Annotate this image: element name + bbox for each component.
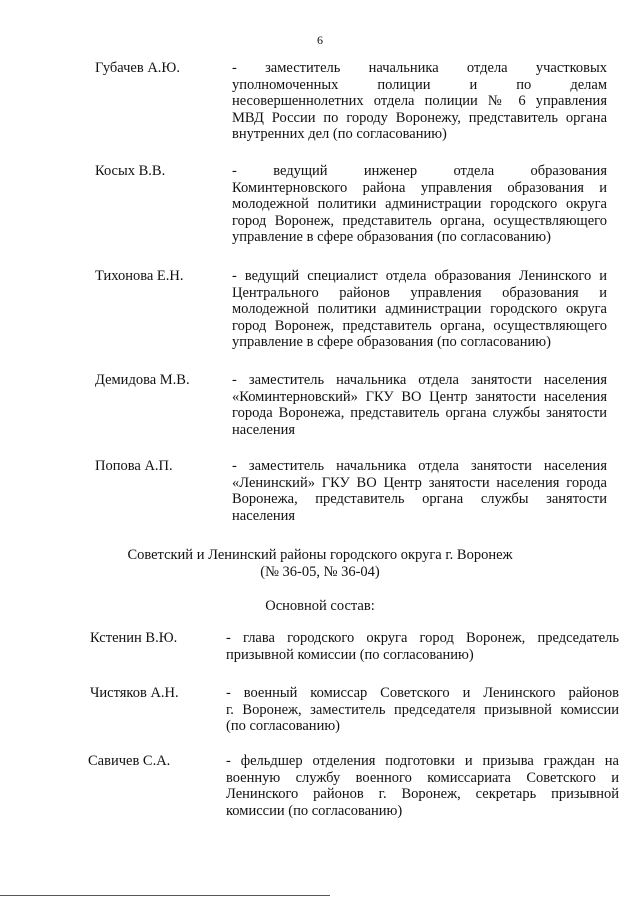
member-description [226, 630, 619, 663]
description-line: - заместитель начальника отдела участковых [232, 60, 607, 76]
description-line: «Коминтерновский» ГКУ ВО Центр занятости населения [232, 388, 607, 405]
description-line: (по согласованию) [226, 718, 340, 735]
member-name: Губачев А.Ю. [95, 60, 180, 76]
section-title-codes: (№ 36-05, № 36-04) [260, 564, 380, 580]
member-description [232, 60, 607, 143]
description-line: - глава городского округа город Воронеж, председатель [226, 630, 619, 646]
member-description [226, 753, 619, 819]
page-number: 6 [317, 33, 323, 47]
member-name: Демидова М.В. [95, 372, 190, 388]
description-line: населения [232, 421, 296, 438]
description-line: города Воронежа, представитель органа службы занятости [232, 405, 607, 422]
description-line: уполномоченных полиции и по делам [232, 76, 607, 93]
member-description [232, 163, 607, 246]
member-name: Чистяков А.Н. [90, 685, 179, 701]
description-line: - фельдшер отделения подготовки и призыва граждан на [226, 753, 619, 769]
description-line: - ведущий специалист отдела образования Ленинского и [232, 268, 607, 284]
description-line: несовершеннолетних отдела полиции № 6 управления [232, 93, 607, 110]
description-line: Воронежа, представитель органа службы занятости [232, 491, 607, 508]
scan-edge-line [0, 895, 330, 896]
description-line: город Воронеж, представитель органа, осуществляющего [232, 317, 607, 334]
description-line: комиссии (по согласованию) [226, 802, 403, 819]
description-line: Коминтерновского района управления образования и [232, 179, 607, 196]
member-description [232, 458, 607, 524]
description-line: город Воронеж, представитель органа, осуществляющего [232, 212, 607, 229]
description-line: «Ленинский» ГКУ ВО Центр занятости населения города [232, 474, 607, 491]
member-name: Попова А.П. [95, 458, 173, 474]
member-description [226, 685, 619, 735]
description-line: населения [232, 507, 296, 524]
section-subtitle: Основной состав: [265, 598, 375, 614]
member-name: Тихонова Е.Н. [95, 268, 184, 284]
member-description [232, 268, 607, 351]
description-line: военную службу военного комиссариата Советского и [226, 769, 619, 786]
member-description [232, 372, 607, 438]
description-line: г. Воронеж, заместитель председателя призывной комиссии [226, 701, 619, 718]
description-line: внутренних дел (по согласованию) [232, 126, 447, 143]
member-name: Савичев С.А. [88, 753, 171, 769]
description-line: управление в сфере образования (по согласованию) [232, 229, 551, 246]
description-line: - военный комиссар Советского и Ленинского районов [226, 685, 619, 701]
description-line: управление в сфере образования (по согласованию) [232, 334, 551, 351]
member-name: Кстенин В.Ю. [90, 630, 178, 646]
description-line: призывной комиссии (по согласованию) [226, 646, 474, 663]
description-line: Центрального районов управления образования и [232, 284, 607, 301]
description-line: МВД России по городу Воронежу, представитель органа [232, 109, 607, 126]
member-name: Косых В.В. [95, 163, 166, 179]
section-title: Советский и Ленинский районы городского округа г. Воронеж [127, 547, 513, 563]
description-line: молодежной политики администрации городского округа [232, 196, 607, 213]
description-line: - заместитель начальника отдела занятости населения [232, 372, 607, 388]
description-line: - заместитель начальника отдела занятости населения [232, 458, 607, 474]
description-line: Ленинского районов г. Воронеж, секретарь призывной [226, 786, 619, 803]
description-line: - ведущий инженер отдела образования [232, 163, 607, 179]
description-line: молодежной политики администрации городского округа [232, 301, 607, 318]
